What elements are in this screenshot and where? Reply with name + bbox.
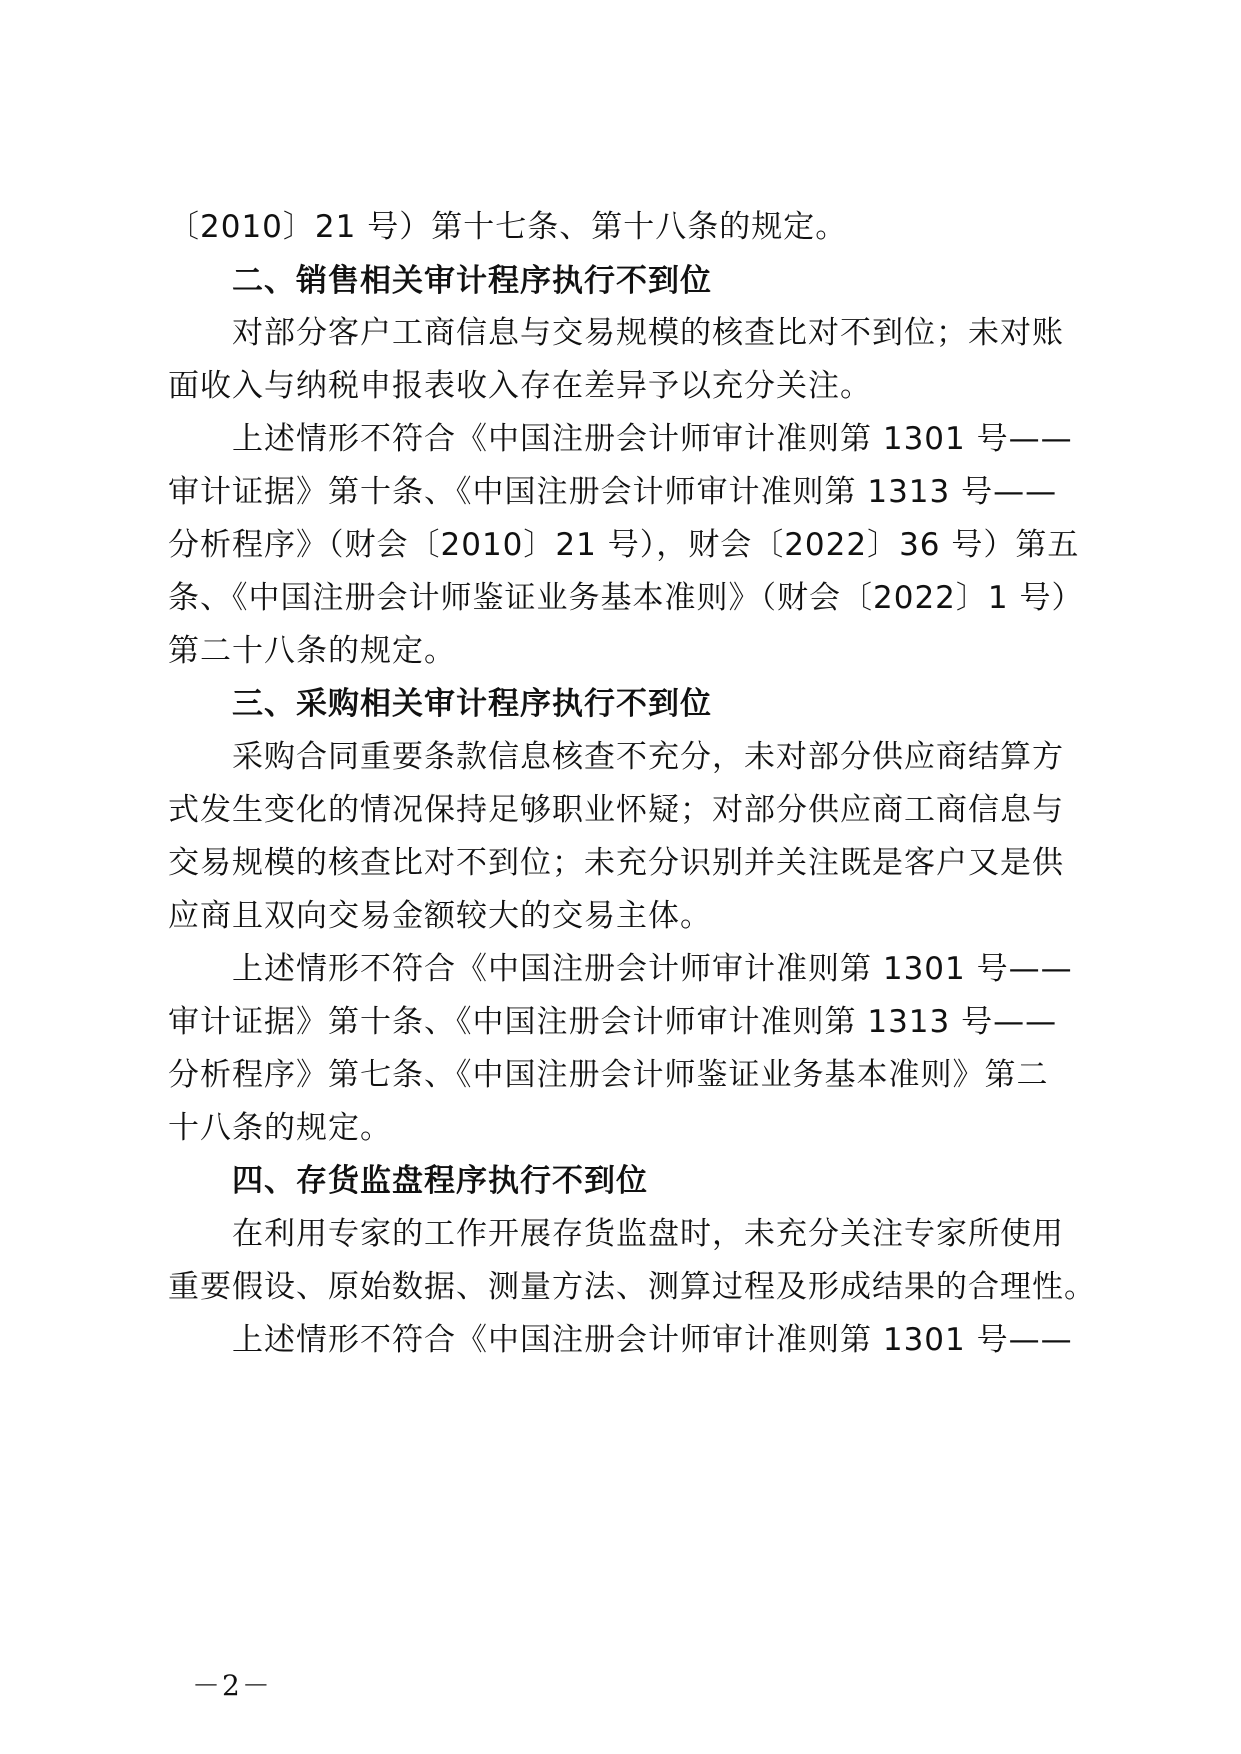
- paragraph-line: 条、《中国注册会计师鉴证业务基本准则》（财会〔2022〕1 号）: [168, 580, 1084, 616]
- paragraph-line: 第二十八条的规定。: [168, 633, 456, 669]
- paragraph-line: 分析程序》（财会〔2010〕21 号），财会〔2022〕36 号）第五: [168, 527, 1080, 563]
- paragraph-line: 上述情形不符合《中国注册会计师审计准则第 1301 号——: [232, 421, 1073, 457]
- paragraph-line: 面收入与纳税申报表收入存在差异予以充分关注。: [168, 368, 872, 404]
- paragraph-line: 十八条的规定。: [168, 1110, 392, 1146]
- paragraph-line: 应商且双向交易金额较大的交易主体。: [168, 898, 712, 934]
- paragraph-line: 对部分客户工商信息与交易规模的核查比对不到位；未对账: [232, 315, 1064, 351]
- paragraph-line: 〔2010〕21 号）第十七条、第十八条的规定。: [168, 209, 848, 245]
- paragraph-line: 上述情形不符合《中国注册会计师审计准则第 1301 号——: [232, 951, 1073, 987]
- page-number: －2－: [192, 1669, 272, 1702]
- paragraph-line: 重要假设、原始数据、测量方法、测算过程及形成结果的合理性。: [168, 1269, 1096, 1305]
- section-heading-procurement: 三、采购相关审计程序执行不到位: [232, 686, 712, 722]
- section-heading-sales: 二、销售相关审计程序执行不到位: [232, 263, 712, 299]
- paragraph-line: 分析程序》第七条、《中国注册会计师鉴证业务基本准则》第二: [168, 1057, 1049, 1093]
- paragraph-line: 在利用专家的工作开展存货监盘时，未充分关注专家所使用: [232, 1216, 1064, 1252]
- section-heading-inventory: 四、存货监盘程序执行不到位: [232, 1163, 648, 1199]
- paragraph-line: 审计证据》第十条、《中国注册会计师审计准则第 1313 号——: [168, 1004, 1058, 1040]
- paragraph-line: 采购合同重要条款信息核查不充分，未对部分供应商结算方: [232, 739, 1064, 775]
- paragraph-line: 审计证据》第十条、《中国注册会计师审计准则第 1313 号——: [168, 474, 1058, 510]
- paragraph-line: 交易规模的核查比对不到位；未充分识别并关注既是客户又是供: [168, 845, 1064, 881]
- paragraph-line: 上述情形不符合《中国注册会计师审计准则第 1301 号——: [232, 1322, 1073, 1358]
- paragraph-line: 式发生变化的情况保持足够职业怀疑；对部分供应商工商信息与: [168, 792, 1064, 828]
